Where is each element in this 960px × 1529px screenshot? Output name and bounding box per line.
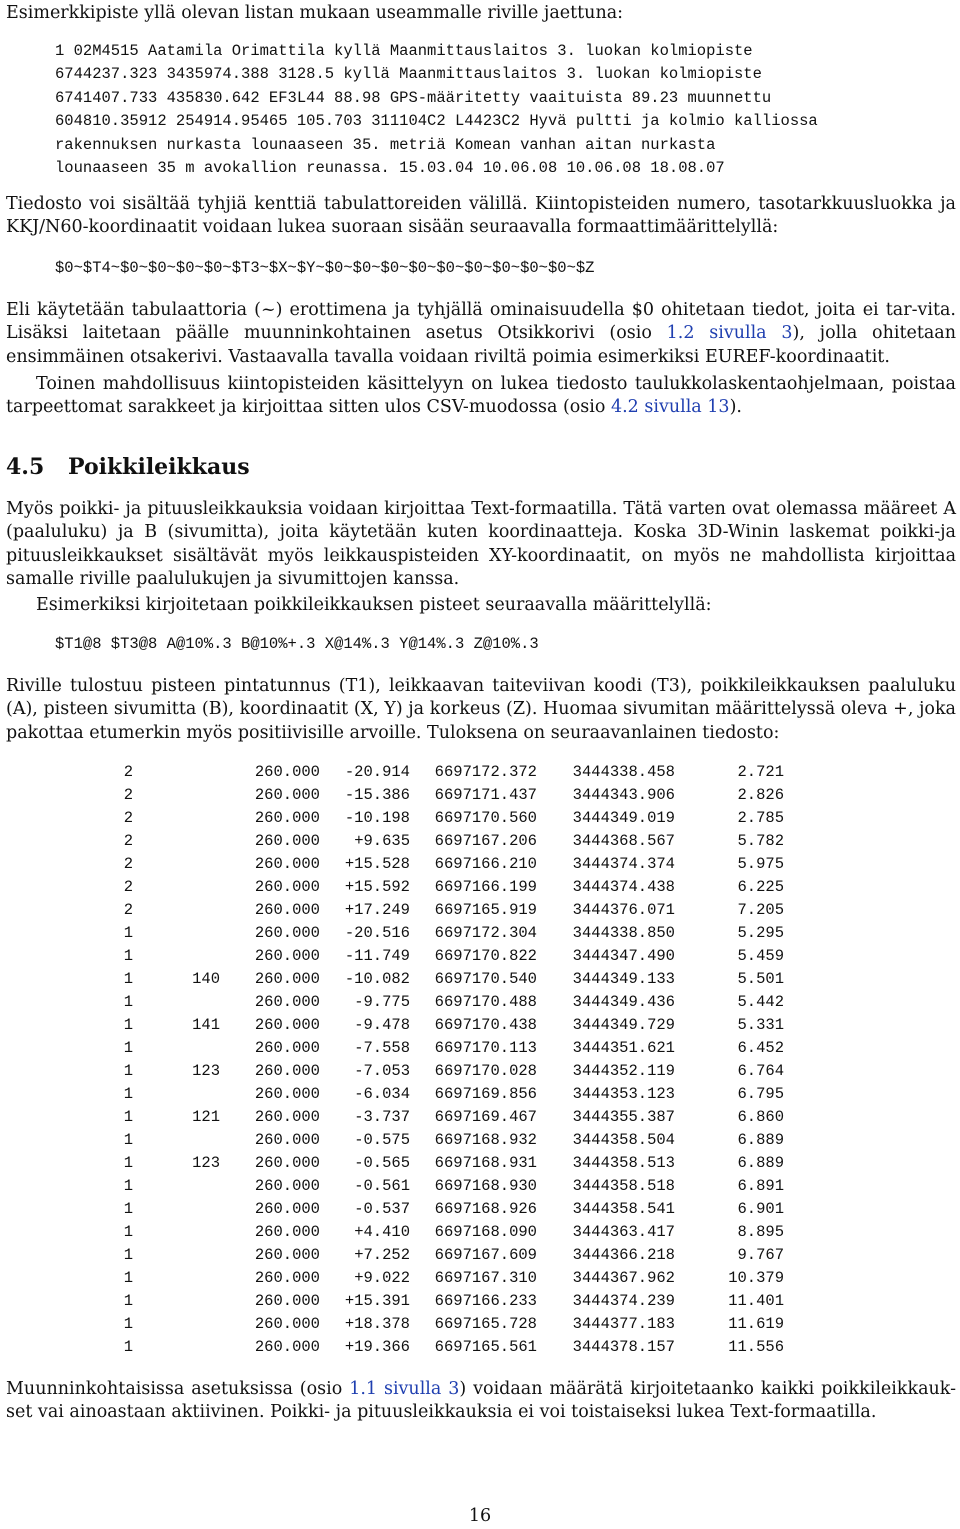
table-cell: 1 [123,1337,133,1356]
table-row [123,1335,784,1358]
table-cell: 3444352.119 [572,1061,675,1080]
table-cell: 2 [123,877,133,896]
table-cell: 3444353.123 [572,1084,675,1103]
table-cell: 3444358.541 [572,1199,675,1218]
table-row [123,1036,784,1059]
table-cell: 260.000 [254,1015,320,1034]
table-cell: 2.785 [737,808,784,827]
table-cell: 6697167.206 [434,831,537,850]
table-cell: 2 [123,785,133,804]
format-spec-2: $T1@8 $T3@8 A@10%.3 B@10%+.3 X@14%.3 Y@14%.3 Z@10%.3 [55,635,539,653]
table-cell: 3444358.518 [572,1176,675,1195]
table-cell [133,990,220,1013]
table-cell: 5.295 [737,923,784,942]
table-cell: 5.782 [737,831,784,850]
table-cell: 3444343.906 [572,785,675,804]
table-cell: 260.000 [254,785,320,804]
table-cell: 6.452 [737,1038,784,1057]
table-cell: 6697170.540 [434,969,537,988]
table-cell: 6.860 [737,1107,784,1126]
table-cell: 260.000 [254,1084,320,1103]
example-line: rakennuksen nurkasta lounaaseen 35. metriä Komean vanhan aitan nurkasta [55,135,716,154]
table-cell: 6.795 [737,1084,784,1103]
table-cell: 1 [123,1130,133,1149]
table-cell: 3444349.019 [572,808,675,827]
table-cell [133,1312,220,1335]
link-section-1-2[interactable]: 1.2 sivulla 3 [666,323,793,344]
paragraph-riville: Riville tulostuu pisteen pintatunnus (T1), leikkaavan taiteviivan koodi (T3), poikkileikkauksen paaluluku (A), pisteen sivumitta (B), koordinaatit (X, Y) ja korkeus (Z). Huomaa sivumitan määrittelyssä oleva +, joka pakottaa etumerkin myös positiivisille arvoille. Tuloksena on seuraavanlainen tiedosto: [6,676,956,743]
table-cell [133,1197,220,1220]
table-cell: 6697170.438 [434,1015,537,1034]
table-cell: 6697168.090 [434,1222,537,1241]
table-cell: 1 [123,1084,133,1103]
table-cell [133,1036,220,1059]
table-cell: 6697168.931 [434,1153,537,1172]
table-cell: -10.082 [344,969,410,988]
paragraph-toinen: Toinen mahdollisuus kiintopisteiden käsittelyyn on lukea tiedosto taulukkolaskentaohjelmaan, poistaa tarpeettomat sarakkeet ja kirjoittaa sitten ulos CSV-muodossa (osio 4.2 sivulla 13). [6,374,956,418]
table-cell: 260.000 [254,1130,320,1149]
table-cell: 6697165.728 [434,1314,537,1333]
link-section-4-2[interactable]: 4.2 sivulla 13 [610,397,730,418]
table-cell: 141 [192,1015,220,1034]
table-cell: -10.198 [344,808,410,827]
table-cell: -9.478 [354,1015,410,1034]
table-cell: 11.556 [728,1337,784,1356]
table-cell: 6697166.233 [434,1291,537,1310]
table-row [123,1151,784,1174]
table-cell: 1 [123,946,133,965]
page-number: 16 [468,1506,492,1526]
table-cell: 7.205 [737,900,784,919]
table-cell: 1 [123,1199,133,1218]
table-cell: 5.459 [737,946,784,965]
table-cell: 5.975 [737,854,784,873]
cross-section-table [123,760,784,1358]
table-cell: 3444355.387 [572,1107,675,1126]
table-row [123,783,784,806]
table-cell: 3444351.621 [572,1038,675,1057]
table-cell [133,806,220,829]
table-row [123,1082,784,1105]
table-cell: 3444347.490 [572,946,675,965]
table-row [123,967,784,990]
table-cell: 6697168.926 [434,1199,537,1218]
table-row [123,921,784,944]
table-cell: 6697172.304 [434,923,537,942]
table-cell: 3444338.458 [572,762,675,781]
table-cell: 260.000 [254,1268,320,1287]
example-point-block [55,40,818,180]
table-cell [133,875,220,898]
table-cell: 6697170.028 [434,1061,537,1080]
table-cell: 3444366.218 [572,1245,675,1264]
table-cell: 1 [123,1222,133,1241]
table-cell: 3444374.374 [572,854,675,873]
table-row [123,852,784,875]
table-cell: 2 [123,900,133,919]
table-cell: 260.000 [254,1245,320,1264]
table-cell: 2 [123,831,133,850]
table-cell: 121 [192,1107,220,1126]
table-cell: 260.000 [254,1199,320,1218]
table-cell: 3444377.183 [572,1314,675,1333]
table-row [123,898,784,921]
example-line: 6741407.733 435830.642 EF3L44 88.98 GPS-määritetty vaaituista 89.23 muunnettu [55,88,772,107]
table-row [123,1013,784,1036]
table-cell: +15.528 [344,854,410,873]
paragraph-muunnin: Muunninkohtaisissa asetuksissa (osio 1.1 sivulla 3) voidaan määrätä kirjoitetaanko kaikki poikkileikkauk-set vai ainoastaan aktiivinen. Poikki- ja pituusleikkauksia ei voi toistaiseksi lukea Text-formaatilla. [6,1379,956,1423]
table-cell: +15.391 [344,1291,410,1310]
table-cell [133,1220,220,1243]
section-title: Poikkileikkaus [68,454,250,480]
table-cell: 1 [123,1314,133,1333]
table-cell [133,898,220,921]
example-line: 1 02M4515 Aatamila Orimattila kyllä Maanmittauslaitos 3. luokan kolmiopiste [55,42,753,60]
table-cell: 10.379 [728,1268,784,1287]
table-cell: -0.575 [354,1130,410,1149]
table-cell: 260.000 [254,1222,320,1241]
paragraph-eli: Eli käytetään tabulaattoria (~) erottimena ja tyhjällä ominaisuudella $0 ohitetaan tiedot, joita ei tar-vita. Lisäksi laitetaan päälle muunninkohtainen asetus Otsikkorivi (osio 1.2 sivulla 3), jolla ohitetaan ensimmäinen otsakerivi. Vastaavalla tavalla voidaan riviltä poimia esimerkiksi EUREF-koordinaatit. [6,300,957,367]
table-cell: 1 [123,969,133,988]
format-spec: $0~$T4~$0~$0~$0~$0~$T3~$X~$Y~$0~$0~$0~$0~$0~$0~$0~$0~$0~$Z [55,259,595,277]
table-cell: -11.749 [344,946,410,965]
table-cell [133,829,220,852]
table-cell: -3.737 [354,1107,410,1126]
table-cell: 260.000 [254,877,320,896]
paragraph-myos: Myös poikki- ja pituusleikkauksia voidaan kirjoittaa Text-formaatilla. Tätä varten ovat olemassa määreet A (paaluluku) ja B (sivumitta), joita käytetään kuten koordinaatteja. Koska 3D-Winin laskemat poikki-ja pituusleikkaukset sisältävät myös leikkauspisteiden XY-koordinaatit, on myös ne mahdollista kirjoittaa samalle riville paalulukujen ja sivumittojen kanssa. [6,499,956,589]
table-cell [133,1082,220,1105]
table-cell: -0.561 [354,1176,410,1195]
table-cell: 2.721 [737,762,784,781]
table-row [123,1289,784,1312]
table-cell [133,1289,220,1312]
table-cell: 3444376.071 [572,900,675,919]
table-cell: 6697167.609 [434,1245,537,1264]
table-row [123,1243,784,1266]
table-cell: 6697167.310 [434,1268,537,1287]
table-cell: 6.889 [737,1153,784,1172]
table-row [123,1059,784,1082]
table-cell: 1 [123,1291,133,1310]
table-cell: 6697165.561 [434,1337,537,1356]
table-cell: 1 [123,1176,133,1195]
table-cell: -7.558 [354,1038,410,1057]
table-row [123,1312,784,1335]
table-cell: 6.889 [737,1130,784,1149]
table-cell: 6697169.467 [434,1107,537,1126]
table-cell: 3444367.962 [572,1268,675,1287]
table-cell [133,1335,220,1358]
table-row [123,1174,784,1197]
table-cell: -0.537 [354,1199,410,1218]
table-cell: 8.895 [737,1222,784,1241]
table-cell: 6697168.930 [434,1176,537,1195]
table-cell: 6.764 [737,1061,784,1080]
table-cell: 260.000 [254,854,320,873]
table-cell [133,944,220,967]
table-cell: 6697165.919 [434,900,537,919]
table-cell: 2 [123,854,133,873]
table-cell: 260.000 [254,923,320,942]
table-cell: 1 [123,992,133,1011]
table-cell: 260.000 [254,1176,320,1195]
table-cell: -0.565 [354,1153,410,1172]
table-cell: -7.053 [354,1061,410,1080]
table-cell: -6.034 [354,1084,410,1103]
table-body [123,760,784,1358]
table-row [123,1220,784,1243]
table-cell: 3444378.157 [572,1337,675,1356]
paragraph-tabs: Tiedosto voi sisältää tyhjiä kenttiä tabulattoreiden välillä. Kiintopisteiden numero, tasotarkkuusluokka ja KKJ/N60-koordinaatit voidaan lukea suoraan sisään seuraavalla formaattimäärittelyllä: [6,194,956,238]
table-cell: 3444349.436 [572,992,675,1011]
table-cell: -20.914 [344,762,410,781]
table-row [123,760,784,783]
table-cell: -20.516 [344,923,410,942]
table-cell: 6.901 [737,1199,784,1218]
table-cell: 6697172.372 [434,762,537,781]
table-cell: 3444368.567 [572,831,675,850]
table-cell: 6697170.113 [434,1038,537,1057]
table-cell: +19.366 [344,1337,410,1356]
table-cell: 260.000 [254,1107,320,1126]
table-cell: 260.000 [254,1291,320,1310]
table-cell: 3444349.133 [572,969,675,988]
table-cell: 140 [192,969,220,988]
table-row [123,944,784,967]
table-cell: 3444374.239 [572,1291,675,1310]
table-cell: 3444363.417 [572,1222,675,1241]
table-cell: +7.252 [354,1245,410,1264]
table-cell: 6697170.822 [434,946,537,965]
table-cell: 1 [123,1268,133,1287]
table-cell: 260.000 [254,1153,320,1172]
table-cell: 1 [123,1107,133,1126]
table-cell: -9.775 [354,992,410,1011]
table-cell: 2 [123,808,133,827]
table-cell [133,1266,220,1289]
table-cell [133,783,220,806]
table-cell: 5.442 [737,992,784,1011]
example-line: 6744237.323 3435974.388 3128.5 kyllä Maanmittauslaitos 3. luokan kolmiopiste [55,65,762,84]
table-row [123,990,784,1013]
intro-line: Esimerkkipiste yllä olevan listan mukaan useammalle riville jaettuna: [6,3,624,23]
section-heading [6,453,250,481]
table-cell: 260.000 [254,992,320,1011]
table-cell: 5.331 [737,1015,784,1034]
table-cell: 3444358.504 [572,1130,675,1149]
table-cell: 260.000 [254,969,320,988]
section-number: 4.5 [6,454,45,480]
table-cell: 1 [123,1015,133,1034]
table-cell: 9.767 [737,1245,784,1264]
table-cell: 3444349.729 [572,1015,675,1034]
table-cell: 1 [123,1061,133,1080]
link-section-1-1[interactable]: 1.1 sivulla 3 [349,1379,460,1399]
table-cell [133,852,220,875]
table-cell: 6697171.437 [434,785,537,804]
table-cell: 3444358.513 [572,1153,675,1172]
table-cell: +9.022 [354,1268,410,1287]
table-cell: +17.249 [344,900,410,919]
table-cell [133,760,220,783]
table-cell: +9.635 [354,831,410,850]
example-line: 604810.35912 254914.95465 105.703 311104C2 L4423C2 Hyvä pultti ja kolmio kalliossa [55,112,818,131]
table-cell: 11.619 [728,1314,784,1333]
table-cell: +15.592 [344,877,410,896]
table-row [123,1128,784,1151]
table-cell: 260.000 [254,1061,320,1080]
table-row [123,1105,784,1128]
table-row [123,875,784,898]
table-cell: 1 [123,1245,133,1264]
table-cell: 3444338.850 [572,923,675,942]
table-cell: 1 [123,923,133,942]
table-cell: 260.000 [254,1337,320,1356]
table-cell: 3444374.438 [572,877,675,896]
table-cell: 260.000 [254,900,320,919]
table-cell: 260.000 [254,762,320,781]
table-cell: 6697170.488 [434,992,537,1011]
table-row [123,1197,784,1220]
table-cell: 1 [123,1153,133,1172]
example-line: lounaaseen 35 m avokallion reunassa. 15.03.04 10.06.08 10.06.08 18.08.07 [55,159,725,178]
table-cell: 6697169.856 [434,1084,537,1103]
table-cell: 6697170.560 [434,808,537,827]
table-cell: 260.000 [254,808,320,827]
table-cell: 6.225 [737,877,784,896]
table-cell: 2 [123,762,133,781]
table-cell: +4.410 [354,1222,410,1241]
table-cell: 6.891 [737,1176,784,1195]
paragraph-esim: Esimerkiksi kirjoitetaan poikkileikkauksen pisteet seuraavalla määrittelyllä: [36,595,712,615]
table-cell [133,1174,220,1197]
table-cell: -15.386 [344,785,410,804]
table-cell: 260.000 [254,1038,320,1057]
table-cell: 260.000 [254,831,320,850]
table-cell: 6697166.199 [434,877,537,896]
table-cell: 1 [123,1038,133,1057]
table-cell: 260.000 [254,946,320,965]
table-cell: +18.378 [344,1314,410,1333]
table-cell [133,1243,220,1266]
table-cell: 260.000 [254,1314,320,1333]
table-row [123,806,784,829]
table-row [123,1266,784,1289]
table-cell: 11.401 [728,1291,784,1310]
table-cell: 5.501 [737,969,784,988]
table-cell: 6697166.210 [434,854,537,873]
table-cell [133,921,220,944]
table-cell: 123 [192,1061,220,1080]
table-cell [133,1128,220,1151]
table-cell: 123 [192,1153,220,1172]
table-cell: 6697168.932 [434,1130,537,1149]
table-cell: 2.826 [737,785,784,804]
table-row [123,829,784,852]
